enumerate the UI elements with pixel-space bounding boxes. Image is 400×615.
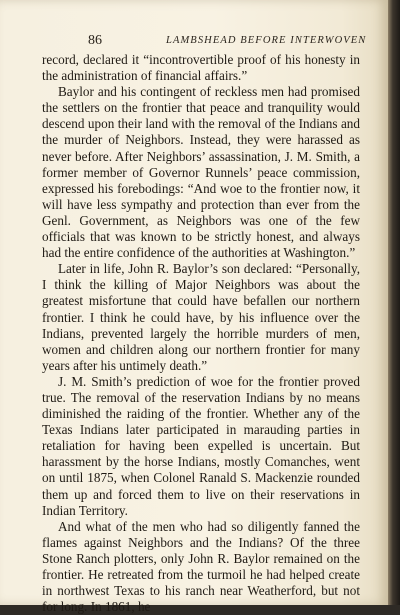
book-edge-shadow [388, 0, 400, 605]
paragraph: Later in life, John R. Baylor’s son declared: “Personally, I think the killing of Major Neighbors was about the greatest misfortune that could have befallen our northern frontier. I think he could have, by his influence over the Indians, prevented largely the horrible murders of men, women and children along our northern frontier for many years after his untimely death.” [42, 261, 360, 373]
paragraph: record, declared it “incontrovertible proof of his honesty in the administration of financial affairs.” [42, 52, 360, 84]
page-number: 86 [88, 33, 102, 48]
paragraph: J. M. Smith’s prediction of woe for the frontier proved true. The removal of the reservation Indians by no means diminished the raiding of the frontier. Whether any of the Texas Indians later participated in marauding parties in retaliation for having been expelled is uncertain. But harassment by the horse Indians, mostly Comanches, went on until 1875, when Colonel Ranald S. Mackenzie rounded them up and forced them to live on their reservations in Indian Territory. [42, 373, 360, 518]
body-text [42, 52, 360, 615]
running-head: LAMBSHEAD BEFORE INTERWOVEN [166, 35, 367, 46]
paragraph: Baylor and his contingent of reckless men had promised the settlers on the frontier that peace and tranquility would descend upon their land with the removal of the Indians and the murder of Neighbors. Instead, they were harassed as never before. After Neighbors’ assassination, J. M. Smith, a former member of Governor Runnels’ peace commission, expressed his forebodings: “And woe to the frontier now, it will have less sympathy and protection than ever from the Genl. Government, as Neighbors was one of the few officials that was known to be strictly honest, and always had the entire confidence of the authorities at Washington.” [42, 84, 360, 261]
paragraph: And what of the men who had so diligently fanned the flames against Neighbors and the Indians? Of the three Stone Ranch plotters, only John R. Baylor remained on the frontier. He retreated from the turmoil he had helped create in northwest Texas to his ranch near Weatherford, but not for long. In 1861, he [42, 518, 360, 615]
page-header [0, 33, 388, 49]
